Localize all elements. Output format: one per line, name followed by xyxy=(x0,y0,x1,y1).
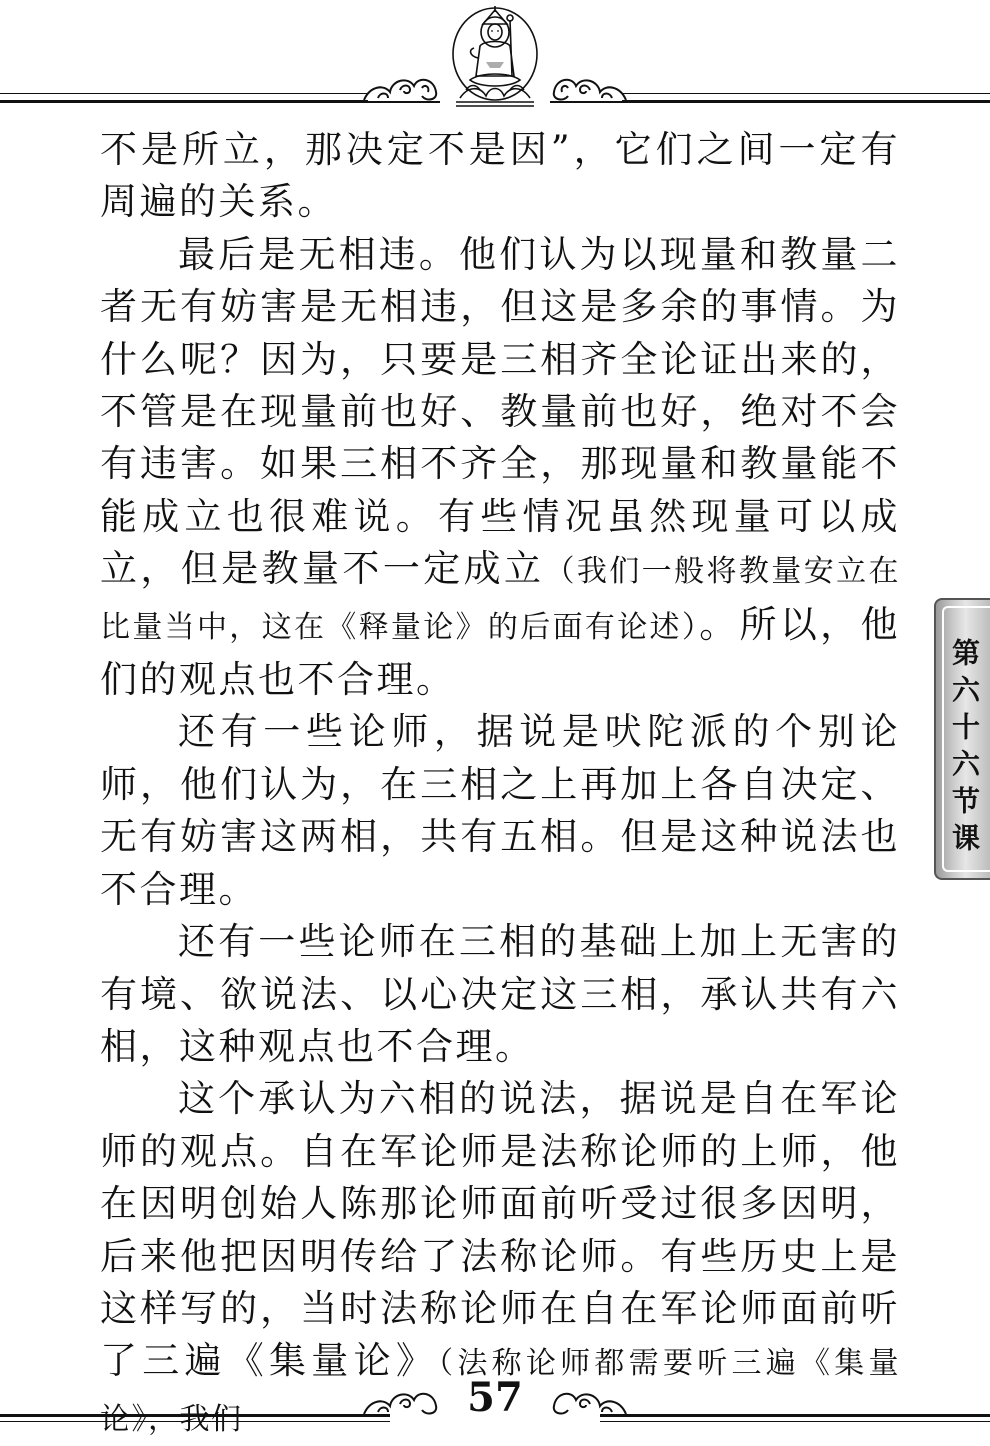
paragraph-1 xyxy=(100,124,900,229)
header-rule-right-top xyxy=(622,93,990,94)
chapter-label: 第六十六节课 xyxy=(948,638,981,860)
paragraph-text: 这个承认为六相的说法，据说是自在军论师的观点。自在军论师是法称论师的上师，他在因明创始人陈那论师面前听受过很多因明，后来他把因明传给了法称论师。有些历史上是这样写的，当时法称论师在自在军论师面前听了三遍《集量论》 xyxy=(100,1077,900,1383)
paragraph-text: 。所以，他们的观点也不合理。 xyxy=(100,602,901,702)
paragraph-text: 不是所立，那决定不是因”，它们之间一定有周遍的关系。 xyxy=(100,128,900,224)
paragraph-text: 最后是无相违。他们认为以现量和教量二者无有妨害是无相违，但这是多余的事情。为什么呢？因为，只要是三相齐全论证出来的，不管是在现量前也好、教量前也好，绝对不会有违害。如果三相不齐全，那现量和教量能不能成立也很难说。有些情况虽然现量可以成立，但是教量不一定成立 xyxy=(100,232,900,591)
header-rule-left-top xyxy=(0,93,368,94)
footer-rule-right xyxy=(600,1414,990,1417)
parenthetical-note: （我们一般将教量安立在比量当中，这在《释量论》的后面有论述） xyxy=(100,554,901,645)
paragraph-3 xyxy=(100,706,900,916)
footer-cloud-right-icon xyxy=(550,1384,630,1420)
header-rule-right-bottom xyxy=(622,100,990,103)
cloud-ornament-right-icon xyxy=(550,66,630,106)
cloud-ornament-left-icon xyxy=(360,66,440,106)
footer-rule-left-thin xyxy=(0,1421,390,1422)
paragraph-text: 还有一些论师在三相的基础上加上无害的有境、欲说法、以心决定这三相，承认共有六相，这种观点也不合理。 xyxy=(100,920,900,1068)
page-header xyxy=(0,0,990,120)
page-number: 57 xyxy=(467,1374,523,1421)
page-body xyxy=(100,124,900,1446)
paragraph-4 xyxy=(100,916,900,1073)
footer-rule-right-thin xyxy=(600,1421,990,1422)
chapter-side-tab xyxy=(934,598,990,880)
footer-cloud-left-icon xyxy=(360,1384,440,1420)
paragraph-2 xyxy=(100,229,900,707)
padmasambhava-figure-icon xyxy=(440,2,550,112)
header-rule-left-bottom xyxy=(0,100,368,103)
footer-rule-left xyxy=(0,1414,390,1417)
parenthetical-note: （法称论师都需要听三遍《集量论》，我们 xyxy=(100,1346,901,1437)
paragraph-text: 还有一些论师，据说是吠陀派的个别论师，他们认为，在三相之上再加上各自决定、无有妨害这两相，共有五相。但是这种说法也不合理。 xyxy=(100,710,900,911)
